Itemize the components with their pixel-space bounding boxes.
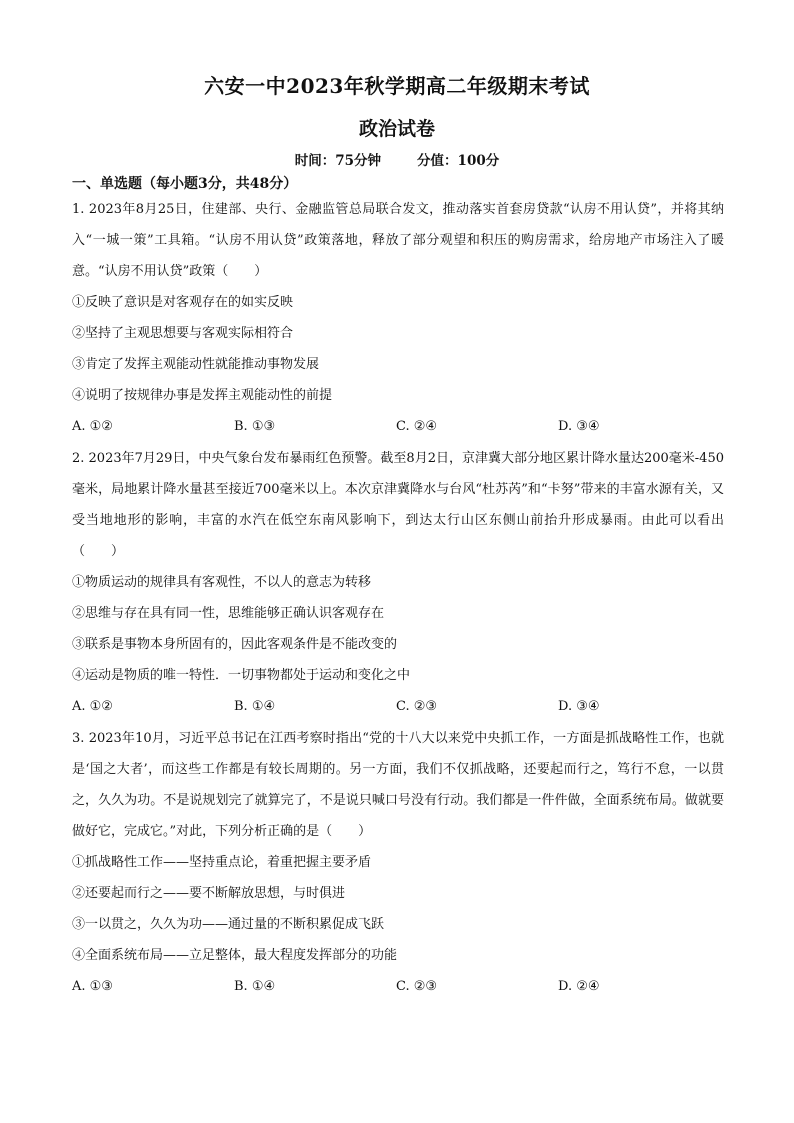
option-c: C. ②③ bbox=[396, 979, 438, 994]
question-1 bbox=[72, 194, 724, 442]
question-item: ③肯定了发挥主观能动性就能推动事物发展 bbox=[72, 357, 320, 372]
question-item: ④运动是物质的唯一特性．一切事物都处于运动和变化之中 bbox=[72, 668, 411, 683]
option-a: A. ①② bbox=[72, 419, 113, 434]
option-a: A. ①③ bbox=[72, 979, 113, 994]
option-c: C. ②③ bbox=[396, 699, 438, 714]
answer-options bbox=[72, 411, 724, 442]
question-2 bbox=[72, 443, 724, 722]
question-stem: 1. 2023年8月25日，住建部、央行、金融监管总局联合发文，推动落实首套房贷款“认房不用认贷”，并将其纳入“一城一策”工具箱。“认房不用认贷”政策落地，释放了部分观望和积压的购房需求，给房地产市场注入了暖意。“认房不用认贷”政策（ ） bbox=[72, 202, 724, 279]
option-d: D. ③④ bbox=[558, 419, 600, 434]
option-d: D. ③④ bbox=[558, 699, 600, 714]
question-item: ①物质运动的规律具有客观性，不以人的意志为转移 bbox=[72, 575, 372, 590]
question-item: ②思维与存在具有同一性，思维能够正确认识客观存在 bbox=[72, 606, 385, 621]
section-heading: 一、单选题（每小题3分，共48分） bbox=[72, 176, 298, 192]
exam-time: 时间：75分钟 bbox=[294, 153, 382, 169]
question-stem: 2. 2023年7月29日，中央气象台发布暴雨红色预警。截至8月2日，京津冀大部分地区累计降水量达200毫米-450毫米，局地累计降水量甚至接近700毫米以上。本次京津冀降水与台风“杜苏芮”和“卡努”带来的丰富水源有关，又受当地地形的影响，丰富的水汽在低空东南风影响下，到达太行山区东侧山前抬升形成暴雨。由此可以看出（ ） bbox=[72, 451, 724, 559]
exam-meta bbox=[0, 149, 794, 169]
answer-options bbox=[72, 691, 724, 722]
option-d: D. ②④ bbox=[558, 979, 600, 994]
option-a: A. ①② bbox=[72, 699, 113, 714]
option-c: C. ②④ bbox=[396, 419, 438, 434]
question-item: ③一以贯之，久久为功——通过量的不断积累促成飞跃 bbox=[72, 917, 385, 932]
exam-title: 六安一中2023年秋学期高二年级期末考试 bbox=[204, 74, 590, 98]
question-item: ④说明了按规律办事是发挥主观能动性的前提 bbox=[72, 388, 333, 403]
exam-score: 分值：100分 bbox=[417, 153, 500, 169]
question-item: ①抓战略性工作——坚持重点论，着重把握主要矛盾 bbox=[72, 855, 372, 870]
question-item: ②坚持了主观思想要与客观实际相符合 bbox=[72, 326, 294, 341]
exam-subject: 政治试卷 bbox=[358, 118, 435, 140]
option-b: B. ①④ bbox=[234, 699, 276, 714]
question-stem: 3. 2023年10月，习近平总书记在江西考察时指出“党的十八大以来党中央抓工作，一方面是抓战略性工作，也就是‘国之大者’，而这些工作都是有较长周期的。另一方面，我们不仅抓战略，还要起而行之，笃行不怠，一以贯之，久久为功。不是说规划完了就算完了，不是说只喊口号没有行动。我们都是一件件做，全面系统布局。做就要做好它，完成它。”对此，下列分析正确的是（ ） bbox=[72, 731, 724, 839]
question-item: ②还要起而行之——要不断解放思想，与时俱进 bbox=[72, 886, 346, 901]
option-b: B. ①③ bbox=[234, 419, 276, 434]
question-item: ③联系是事物本身所固有的，因此客观条件是不能改变的 bbox=[72, 637, 398, 652]
option-b: B. ①④ bbox=[234, 979, 276, 994]
question-item: ①反映了意识是对客观存在的如实反映 bbox=[72, 295, 294, 310]
question-item: ④全面系统布局——立足整体，最大程度发挥部分的功能 bbox=[72, 948, 398, 963]
answer-options bbox=[72, 971, 724, 1002]
question-3 bbox=[72, 723, 724, 1002]
